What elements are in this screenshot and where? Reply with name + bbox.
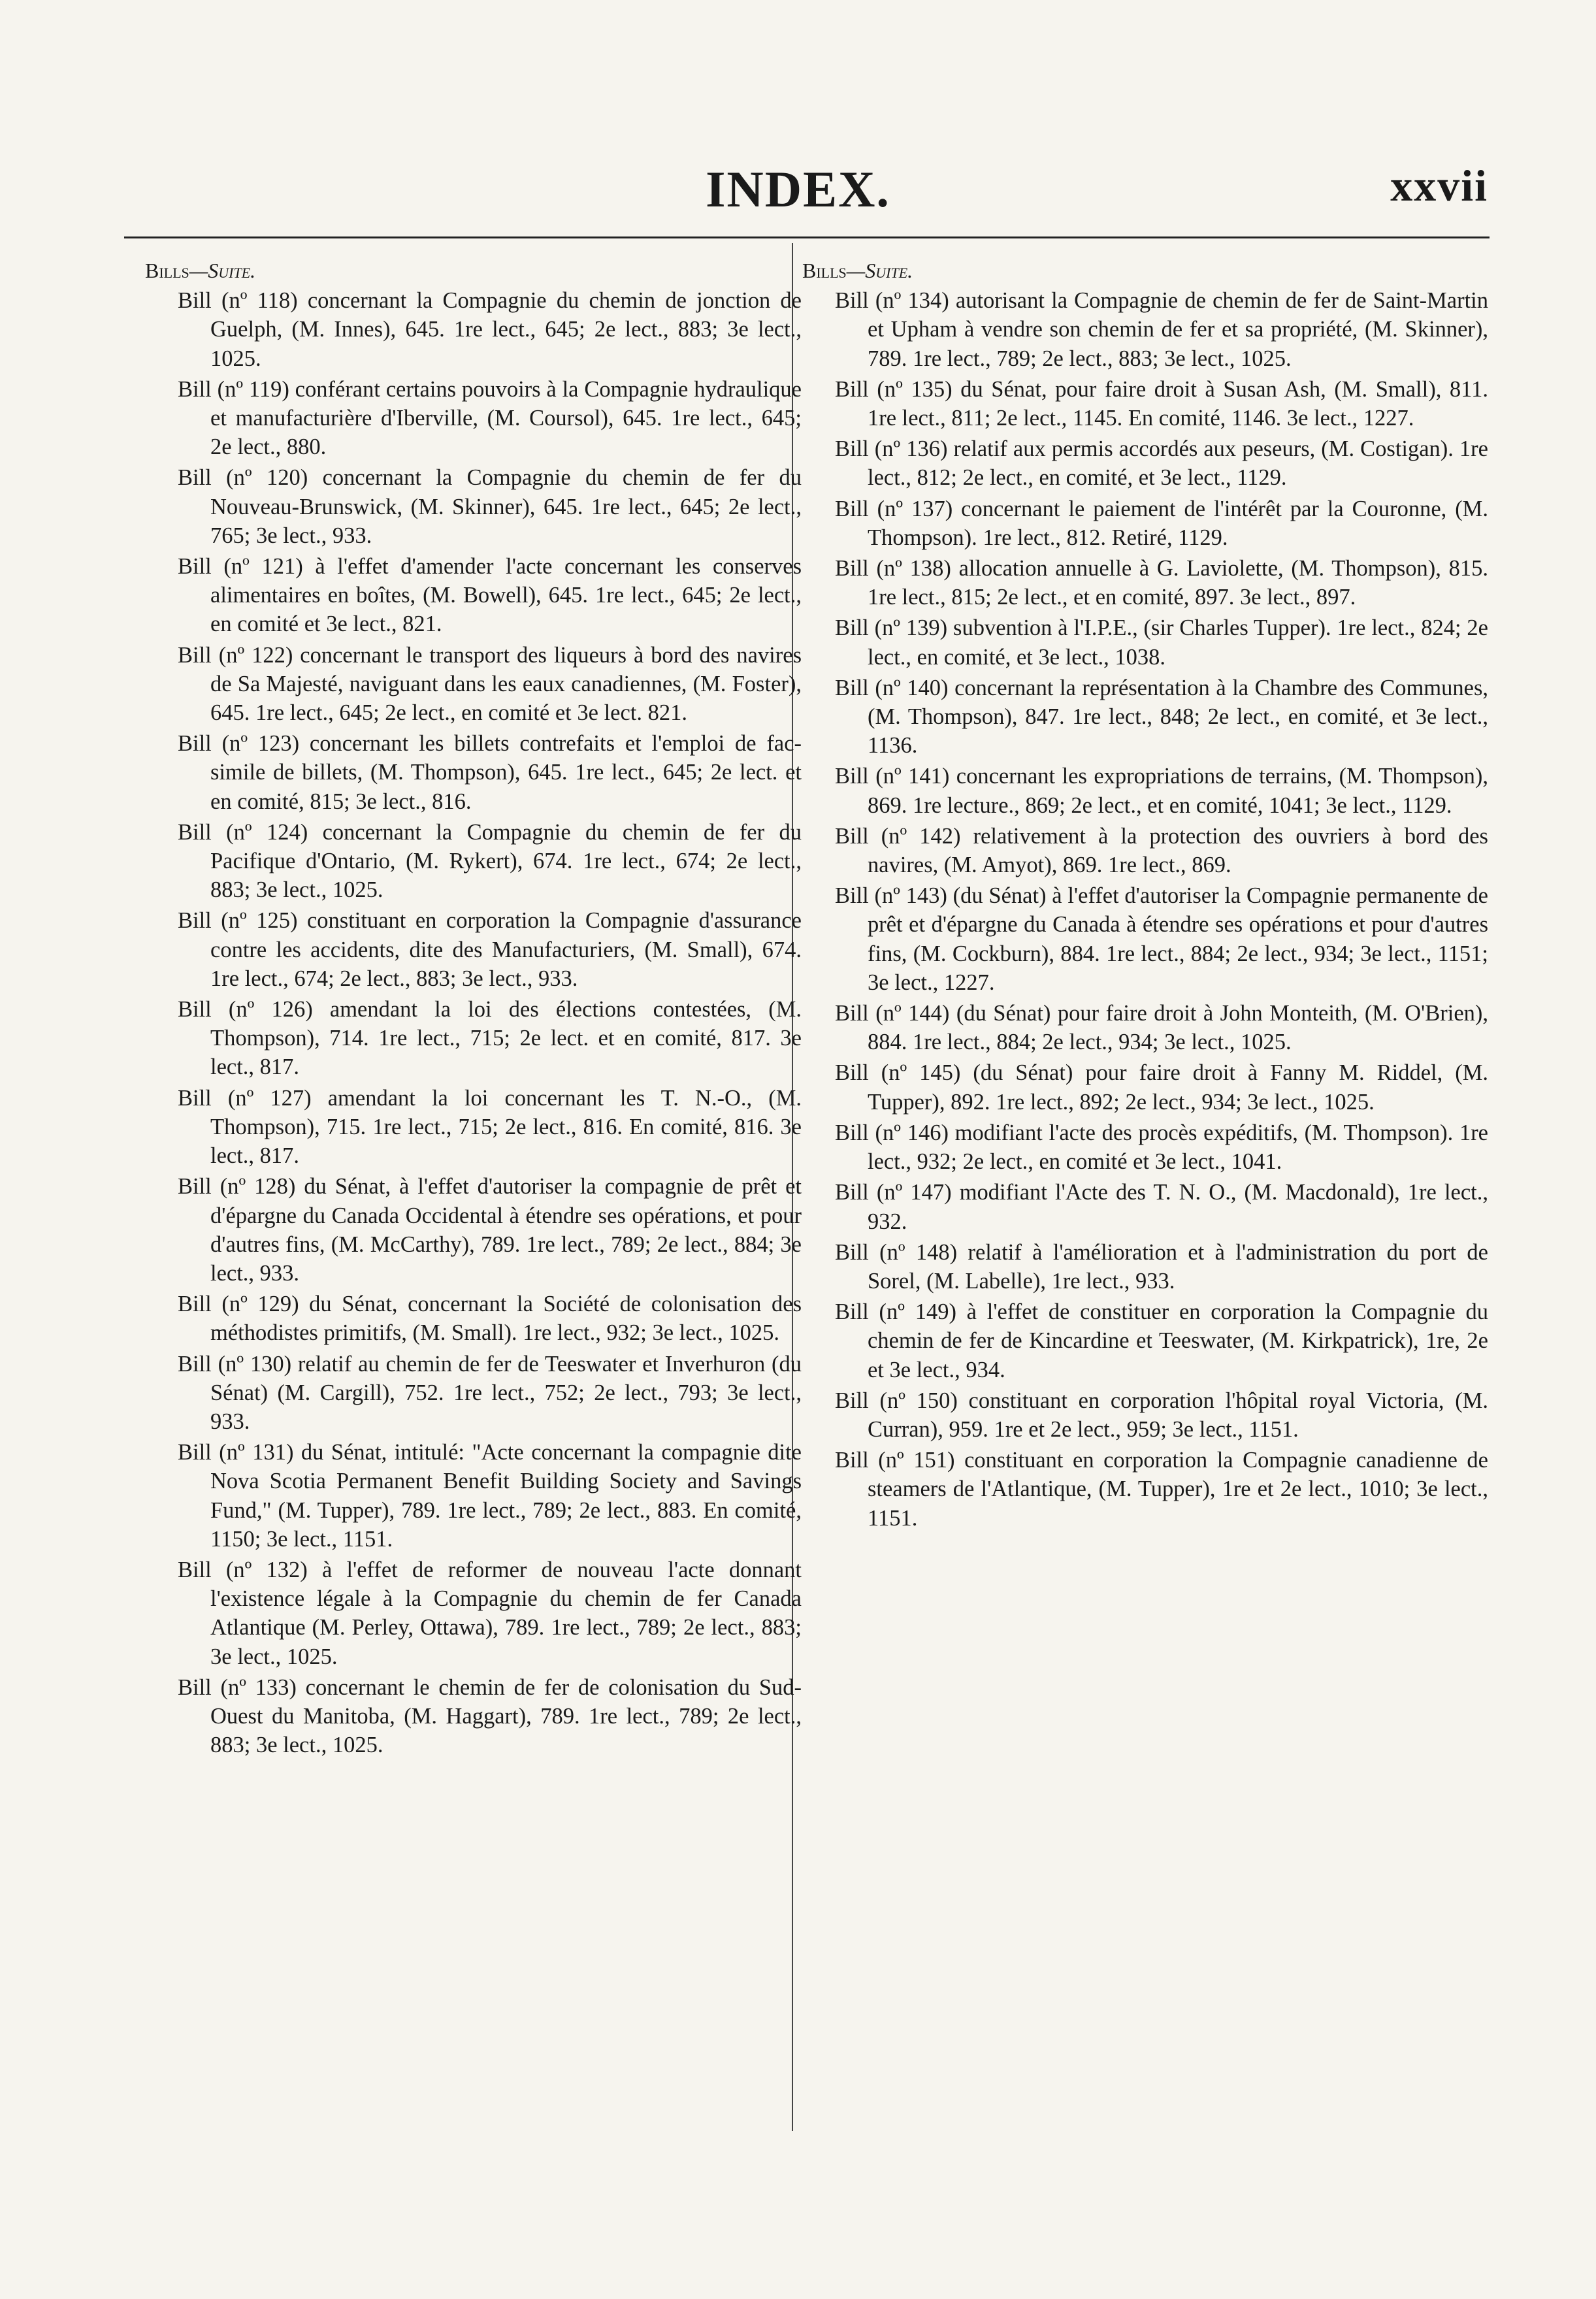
- index-entry: Bill (nº 149) à l'effet de constituer en corporation la Compagnie du chemin de fer de Kincardine et Teeswater, (M. Kirkpatrick), 1re, 2e et 3e lect., 934.: [835, 1299, 1488, 1382]
- index-entry: Bill (nº 120) concernant la Compagnie du chemin de fer du Nouveau-Brunswick, (M. Skinner), 645. 1re lect., 645; 2e lect., 765; 3e lect., 933.: [178, 465, 802, 548]
- section-suffix: —Suite.: [846, 259, 913, 282]
- index-entry: Bill (nº 146) modifiant l'acte des procès expéditifs, (M. Thompson). 1re lect., 932; 2e lect., en comité et 3e lect., 1041.: [835, 1120, 1488, 1175]
- index-entry: Bill (nº 135) du Sénat, pour faire droit à Susan Ash, (M. Small), 811. 1re lect., 811; 2e lect., 1145. En comité, 1146. 3e lect., 1227.: [835, 376, 1488, 431]
- section-name: Bills: [802, 259, 847, 282]
- index-entry: Bill (nº 127) amendant la loi concernant les T. N.-O., (M. Thompson), 715. 1re lect., 715; 2e lect., 816. En comité, 816. 3e lect., 817.: [178, 1085, 802, 1169]
- page-title: INDEX.: [706, 161, 890, 218]
- section-suffix: —Suite.: [189, 259, 256, 282]
- index-entry: Bill (nº 124) concernant la Compagnie du chemin de fer du Pacifique d'Ontario, (M. Rykert), 674. 1re lect., 674; 2e lect., 883; 3e lect., 1025.: [178, 819, 802, 903]
- section-title: [145, 256, 802, 285]
- left-column: [145, 256, 802, 1761]
- index-entry: Bill (nº 137) concernant le paiement de l'intérêt par la Couronne, (M. Thompson). 1re lect., 812. Retiré, 1129.: [835, 496, 1488, 550]
- index-entry: Bill (nº 123) concernant les billets contrefaits et l'emploi de fac-simile de billets, (M. Thompson), 645. 1re lect., 645; 2e lect. et en comité, 815; 3e lect., 816.: [178, 731, 802, 814]
- index-entry: Bill (nº 141) concernant les expropriations de terrains, (M. Thompson), 869. 1re lecture., 869; 2e lect., et en comité, 1041; 3e lect., 1129.: [835, 764, 1488, 818]
- header-rule: [124, 236, 1490, 238]
- index-entry: Bill (nº 138) allocation annuelle à G. Laviolette, (M. Thompson), 815. 1re lect., 815; 2e lect., et en comité, 897. 3e lect., 897.: [835, 556, 1488, 610]
- index-entry: Bill (nº 128) du Sénat, à l'effet d'autoriser la compagnie de prêt et d'épargne du Canada Occidental à étendre ses opérations, et pour d'autres fins, (M. McCarthy), 789. 1re lect., 789; 2e lect., 884; 3e lect., 933.: [178, 1174, 802, 1286]
- index-entry: Bill (nº 147) modifiant l'Acte des T. N. O., (M. Macdonald), 1re lect., 932.: [835, 1180, 1488, 1234]
- index-entry: Bill (nº 126) amendant la loi des élections contestées, (M. Thompson), 714. 1re lect., 715; 2e lect. et en comité, 817. 3e lect., 817.: [178, 997, 802, 1080]
- index-entry: Bill (nº 129) du Sénat, concernant la Société de colonisation des méthodistes primitifs, (M. Small). 1re lect., 932; 3e lect., 1025.: [178, 1292, 802, 1346]
- page-number: xxvii: [1390, 161, 1488, 210]
- index-entry: Bill (nº 139) subvention à l'I.P.E., (sir Charles Tupper). 1re lect., 824; 2e lect., en comité, et 3e lect., 1038.: [835, 615, 1488, 670]
- index-entry: Bill (nº 150) constituant en corporation l'hôpital royal Victoria, (M. Curran), 959. 1re et 2e lect., 959; 3e lect., 1151.: [835, 1388, 1488, 1442]
- index-entry: Bill (nº 118) concernant la Compagnie du chemin de jonction de Guelph, (M. Innes), 645. 1re lect., 645; 2e lect., 883; 3e lect., 1025.: [178, 288, 802, 371]
- index-entry: Bill (nº 144) (du Sénat) pour faire droit à John Monteith, (M. O'Brien), 884. 1re lect., 884; 2e lect., 934; 3e lect., 1025.: [835, 1001, 1488, 1055]
- index-entry: Bill (nº 136) relatif aux permis accordés aux peseurs, (M. Costigan). 1re lect., 812; 2e lect., en comité, et 3e lect., 1129.: [835, 436, 1488, 491]
- index-entry: Bill (nº 140) concernant la représentation à la Chambre des Communes, (M. Thompson), 847. 1re lect., 848; 2e lect., en comité, et 3e lect., 1136.: [835, 675, 1488, 758]
- entry-list: [145, 286, 802, 1759]
- index-entry: Bill (nº 131) du Sénat, intitulé: "Acte concernant la compagnie dite Nova Scotia Permanent Benefit Building Society and Savings Fund," (M. Tupper), 789. 1re lect., 789; 2e lect., 883. En comité, 1150; 3e lect., 1151.: [178, 1440, 802, 1552]
- index-entry: Bill (nº 145) (du Sénat) pour faire droit à Fanny M. Riddel, (M. Tupper), 892. 1re lect., 892; 2e lect., 934; 3e lect., 1025.: [835, 1060, 1488, 1115]
- index-entry: Bill (nº 134) autorisant la Compagnie de chemin de fer de Saint-Martin et Upham à vendre son chemin de fer et sa propriété, (M. Skinner), 789. 1re lect., 789; 2e lect., 883; 3e lect., 1025.: [835, 288, 1488, 371]
- index-entry: Bill (nº 151) constituant en corporation la Compagnie canadienne de steamers de l'Atlantique, (M. Tupper), 1re et 2e lect., 1010; 3e lect., 1151.: [835, 1448, 1488, 1531]
- index-entry: Bill (nº 132) à l'effet de reformer de nouveau l'acte donnant l'existence légale à la Compagnie du chemin de fer Canada Atlantique (M. Perley, Ottawa), 789. 1re lect., 789; 2e lect., 883; 3e lect., 1025.: [178, 1557, 802, 1669]
- right-column: [802, 256, 1488, 1535]
- index-entry: Bill (nº 143) (du Sénat) à l'effet d'autoriser la Compagnie permanente de prêt et d'épargne du Canada à étendre ses opérations et pour d'autres fins, (M. Cockburn), 884. 1re lect., 884; 2e lect., 934; 3e lect., 1151; 3e lect., 1227.: [835, 883, 1488, 995]
- index-entry: Bill (nº 142) relativement à la protection des ouvriers à bord des navires, (M. Amyot), 869. 1re lect., 869.: [835, 823, 1488, 878]
- section-name: Bills: [145, 259, 189, 282]
- index-entry: Bill (nº 133) concernant le chemin de fer de colonisation du Sud-Ouest du Manitoba, (M. Haggart), 789. 1re lect., 789; 2e lect., 883; 3e lect., 1025.: [178, 1674, 802, 1758]
- index-entry: Bill (nº 125) constituant en corporation la Compagnie d'assurance contre les accidents, dite des Manufacturiers, (M. Small), 674. 1re lect., 674; 2e lect., 883; 3e lect., 933.: [178, 908, 802, 991]
- index-entry: Bill (nº 121) à l'effet d'amender l'acte concernant les conserves alimentaires en boîtes, (M. Bowell), 645. 1re lect., 645; 2e lect., en comité et 3e lect., 821.: [178, 554, 802, 637]
- section-title: [802, 256, 1488, 285]
- page-header: [0, 0, 1596, 229]
- index-entry: Bill (nº 122) concernant le transport des liqueurs à bord des navires de Sa Majesté, naviguant dans les eaux canadiennes, (M. Foster), 645. 1re lect., 645; 2e lect., en comité et 3e lect. 821.: [178, 642, 802, 726]
- index-entry: Bill (nº 148) relatif à l'amélioration et à l'administration du port de Sorel, (M. Labelle), 1re lect., 933.: [835, 1239, 1488, 1294]
- entry-list: [802, 286, 1488, 1533]
- index-entry: Bill (nº 130) relatif au chemin de fer de Teeswater et Inverhuron (du Sénat) (M. Cargill), 752. 1re lect., 752; 2e lect., 793; 3e lect., 933.: [178, 1351, 802, 1434]
- index-entry: Bill (nº 119) conférant certains pouvoirs à la Compagnie hydraulique et manufacturière d'Iberville, (M. Coursol), 645. 1re lect., 645; 2e lect., 880.: [178, 376, 802, 460]
